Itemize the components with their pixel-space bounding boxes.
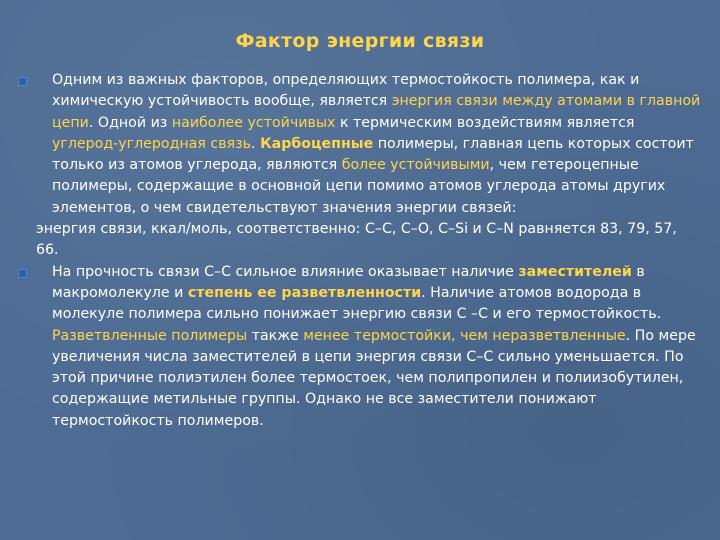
text-run: . Наличие атомов водорода в молекуле полимера сильно понижает энергию связи C –C и его термостойкость. bbox=[52, 284, 662, 323]
text-run: полимеры, главная цепь которых состоит только из атомов углерода, являются bbox=[52, 135, 694, 174]
text-run: энергия связи, ккал/моль, соответственно: C–C, C–O, C–Si и C–N равняется 83, 79, 57, 66. bbox=[36, 221, 677, 259]
text-run: Одним из важных факторов, определяющих термостойкость полимера, как и химическую устойчивость вообще, является bbox=[52, 72, 640, 110]
bullet-paragraph-2 bbox=[52, 262, 702, 432]
highlight-less-heat-resistant: менее термостойки, чем неразветвленные bbox=[303, 327, 626, 344]
square-bullet-icon bbox=[18, 269, 27, 278]
slide-title: Фактор энергии связи bbox=[235, 30, 485, 52]
bond-energy-values bbox=[36, 219, 702, 262]
text-run: . Одной из bbox=[88, 114, 172, 131]
text-run: . По мере увеличения числа заместителей в цепи энергия связи C–C сильно уменьшается. По этой причине полиэтилен более термостоек, чем полипропилен и полиизобутилен, содержащие метильные группы. Однако не все заместители понижают термостойкость полимеров. bbox=[52, 327, 696, 429]
highlight-more-stable: более устойчивыми bbox=[341, 157, 490, 174]
highlight-bond-energy: энергия связи между атомами в главной цепи bbox=[52, 93, 701, 131]
square-bullet-icon bbox=[18, 77, 27, 86]
text-run: в макромолекуле и bbox=[52, 263, 645, 301]
highlight-most-stable: наиболее устойчивых bbox=[171, 114, 336, 131]
highlight-branched-polymers: Разветвленные полимеры bbox=[52, 327, 248, 344]
bullet-paragraph-1 bbox=[52, 70, 702, 219]
text-run: также bbox=[247, 327, 304, 344]
highlight-branching-degree: степень ее разветвленности bbox=[187, 284, 422, 301]
highlight-carbochain: Карбоцепные bbox=[260, 135, 374, 152]
highlight-cc-bond: углерод-углеродная связь bbox=[52, 135, 252, 152]
highlight-substituents: заместителей bbox=[518, 263, 632, 280]
text-run: На прочность связи C–C сильное влияние оказывает наличие bbox=[52, 263, 519, 280]
slide-body bbox=[36, 70, 702, 432]
text-run: , чем гетероцепные полимеры, содержащие в основной цепи помимо атомов углерода атомы других элементов, о чем свидетельствуют значения энергии связей: bbox=[52, 157, 666, 216]
text-run: . bbox=[251, 135, 261, 152]
text-run: к термическим воздействиям является bbox=[335, 114, 635, 131]
